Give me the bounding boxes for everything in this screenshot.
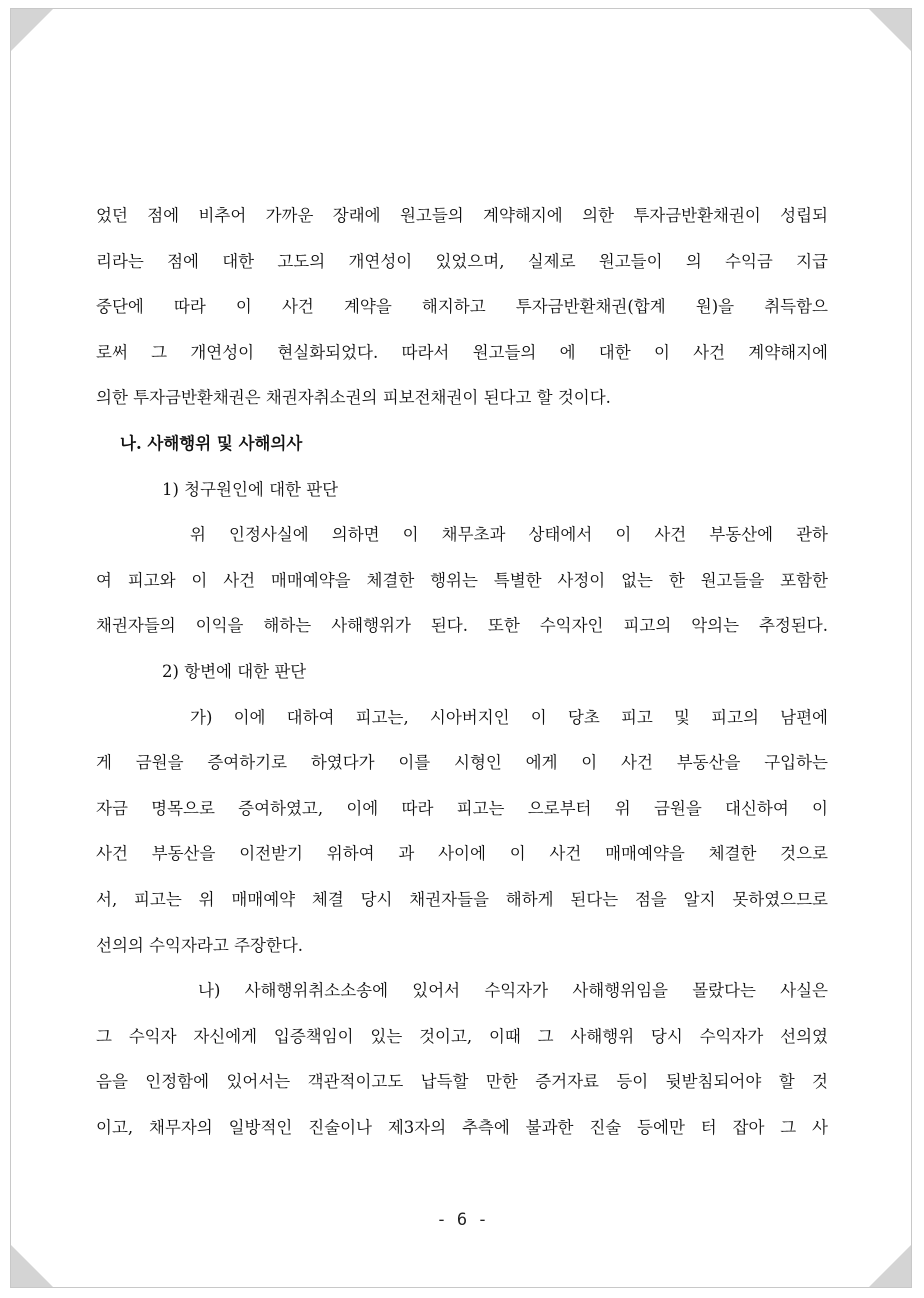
text-line: 여 피고와 이 사건 매매예약을 체결한 행위는 특별한 사정이 없는 한 원고들을 포함한 xyxy=(96,570,828,590)
page-corner-bottom-right xyxy=(869,1245,911,1287)
text-line: 게 금원을 증여하기로 하였다가 이를 시형인 에게 이 사건 부동산을 구입하는 xyxy=(96,753,828,773)
text-line: 가) 이에 대하여 피고는, 시아버지인 이 당초 피고 및 피고의 남편에 xyxy=(190,707,828,727)
text-line: 음을 인정함에 있어서는 객관적이고도 납득할 만한 증거자료 등이 뒷받침되어야 할 것 xyxy=(96,1072,828,1092)
document-body xyxy=(96,198,828,1155)
text-line: 서, 피고는 위 매매예약 체결 당시 채권자들을 해하게 된다는 점을 알지 못하였으므로 xyxy=(96,889,828,909)
text-line: 의한 투자금반환채권은 채권자취소권의 피보전채권이 된다고 할 것이다. xyxy=(96,388,611,408)
text-line: 중단에 따라 이 사건 계약을 해지하고 투자금반환채권(합계 원)을 취득함으 xyxy=(96,297,828,317)
text-line: 선의의 수익자라고 주장한다. xyxy=(96,935,304,955)
text-line: 그 수익자 자신에게 입증책임이 있는 것이고, 이때 그 사해행위 당시 수익자가 선의였 xyxy=(96,1026,828,1046)
text-line: 채권자들의 이익을 해하는 사해행위가 된다. 또한 수익자인 피고의 악의는 추정된다. xyxy=(96,616,828,636)
text-line: 로써 그 개연성이 현실화되었다. 따라서 원고들의 에 대한 이 사건 계약해지에 xyxy=(96,342,828,362)
text-line: 리라는 점에 대한 고도의 개연성이 있었으며, 실제로 원고들이 의 수익금 지급 xyxy=(96,251,828,271)
text-line: 나) 사해행위취소소송에 있어서 수익자가 사해행위임을 몰랐다는 사실은 xyxy=(198,981,828,1001)
text-line: 이고, 채무자의 일방적인 진술이나 제3자의 추측에 불과한 진술 등에만 터 잡아 그 사 xyxy=(96,1117,828,1137)
text-line: 었던 점에 비추어 가까운 장래에 원고들의 계약해지에 의한 투자금반환채권이 성립되 xyxy=(96,206,828,225)
text-line: 사건 부동산을 이전받기 위하여 과 사이에 이 사건 매매예약을 체결한 것으로 xyxy=(96,844,828,864)
page-corner-bottom-left xyxy=(11,1245,53,1287)
text-line: 자금 명목으로 증여하였고, 이에 따라 피고는 으로부터 위 금원을 대신하여 이 xyxy=(96,798,828,818)
page-corner-top-right xyxy=(869,9,911,51)
subsection-heading: 2) 항변에 대한 판단 xyxy=(162,661,307,681)
section-heading: 나. 사해행위 및 사해의사 xyxy=(120,433,303,453)
page-corner-top-left xyxy=(11,9,53,51)
page-number: - 6 - xyxy=(436,1210,488,1230)
subsection-heading: 1) 청구원인에 대한 판단 xyxy=(162,479,339,499)
text-line: 위 인정사실에 의하면 이 채무초과 상태에서 이 사건 부동산에 관하 xyxy=(190,525,828,545)
